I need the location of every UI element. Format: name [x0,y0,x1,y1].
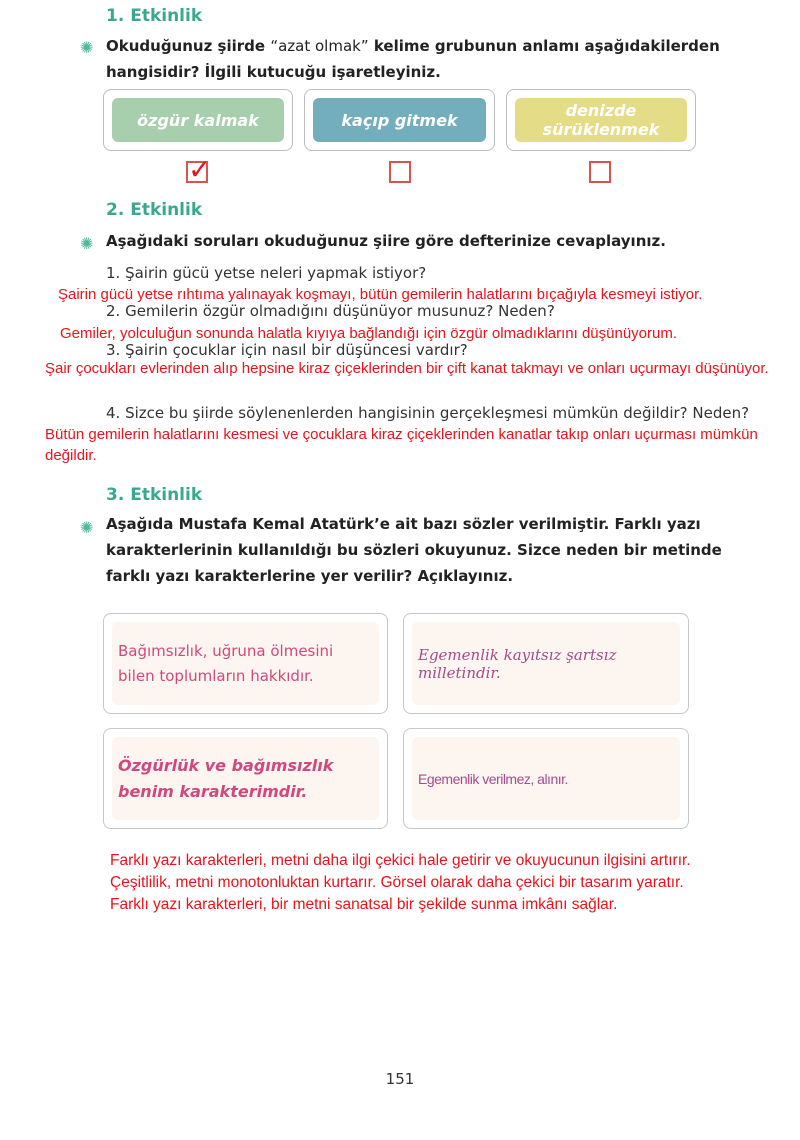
page-number: 151 [385,1070,415,1088]
bullet-icon: ✺ [80,234,94,253]
option-label-3: denizde sürüklenmek [515,98,687,142]
bullet-icon: ✺ [80,518,94,537]
checkmark-icon: ✓ [188,153,212,186]
answer-4: Bütün gemilerin halatlarını kesmesi ve çocuklara kiraz çiçeklerinden kanatlar takıp onları uçurması mümkün değildir. [45,426,758,464]
quote-2: Egemenlik kayıtsız şartsız milletindir. [418,645,617,682]
quote-box-2 [403,613,689,714]
quote-box-4 [403,728,689,829]
quote-box-3 [103,728,388,829]
option-label-1: özgür kalmak [112,98,284,142]
quote-4: Egemenlik verilmez, alınır. [418,770,568,787]
section2-heading: 2. Etkinlik [106,200,203,220]
quote-3: Özgürlük ve bağımsızlık benim karakterimdir. [118,755,334,801]
answer-2: Gemiler, yolculuğun sonunda halatla kıyıya bağlandığı için özgür olmadıklarını düşünüyorum. [60,325,678,342]
section3-instruction: Aşağıda Mustafa Kemal Atatürk’e ait bazı sözler verilmiştir. Farklı yazı karakterlerinin kullanıldığı bu sözleri okuyunuz. Sizce neden bir metinde farklı yazı karakterlerine yer verilir? Açıklayınız. [106,515,722,585]
answer-3: Şair çocukları evlerinden alıp hepsine kiraz çiçeklerinden bir çift kanat takmayı ve onları uçurmayı düşünüyor. [45,360,769,377]
option-box-1 [103,89,293,151]
section2-instruction: Aşağıdaki soruları okuduğunuz şiire göre defterinize cevaplayınız. [106,232,666,250]
section3-answer: Farklı yazı karakterleri, metni daha ilgi çekici hale getirir ve okuyucunun ilgisini artırır. Çeşitlilik, metni monotonluktan kurtarır. Görsel olarak daha çekici bir tasarım yaratır. Farklı yazı karakterleri, bir metni sanatsal bir şekilde sunma imkânı sağlar. [110,852,691,913]
question-1: 1. Şairin gücü yetse neleri yapmak istiyor? [106,264,427,282]
quote-1: Bağımsızlık, uğruna ölmesini bilen toplumların hakkıdır. [118,641,334,685]
option-box-3 [506,89,696,151]
checkbox-2[interactable] [389,161,411,183]
section3-heading: 3. Etkinlik [106,485,203,505]
checkbox-3[interactable] [589,161,611,183]
question-4: 4. Sizce bu şiirde söylenenlerden hangisinin gerçekleşmesi mümkün değildir? Neden? [106,404,750,422]
question-2: 2. Gemilerin özgür olmadığını düşünüyor musunuz? Neden? [106,302,555,320]
option-label-2: kaçıp gitmek [313,98,486,142]
section1-heading: 1. Etkinlik [106,6,203,26]
bullet-icon: ✺ [80,38,94,57]
answer-1: Şairin gücü yetse rıhtıma yalınayak koşmayı, bütün gemilerin halatlarını bıçağıyla kesmeyi istiyor. [58,286,703,303]
option-box-2 [304,89,495,151]
question-3: 3. Şairin çocuklar için nasıl bir düşüncesi vardır? [106,341,468,359]
quote-box-1 [103,613,388,714]
section1-instruction: Okuduğunuz şiirde “azat olmak” kelime grubunun anlamı aşağıdakilerden hangisidir? İlgili kutucuğu işaretleyiniz. [106,37,720,81]
